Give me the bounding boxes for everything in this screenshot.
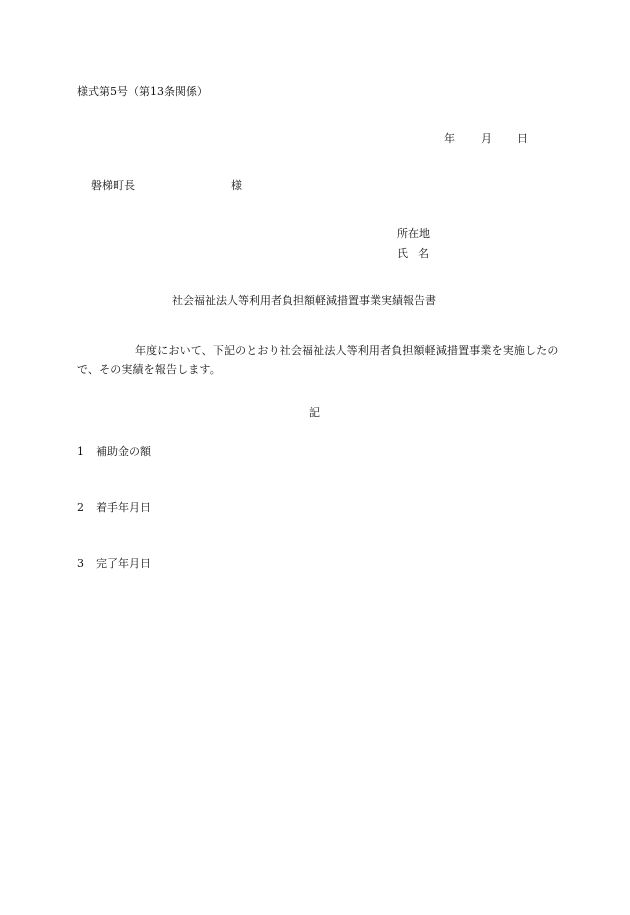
item-label: 補助金の額 bbox=[96, 445, 151, 458]
form-number: 様式第5号（第13条関係） bbox=[77, 85, 208, 98]
addressee-honorific: 様 bbox=[231, 179, 242, 192]
item-label: 完了年月日 bbox=[96, 557, 151, 570]
ki-heading: 記 bbox=[309, 406, 320, 419]
list-item bbox=[77, 558, 151, 569]
applicant-address-label: 所在地 bbox=[397, 227, 430, 240]
date-year-label: 年 bbox=[444, 132, 455, 145]
item-number: 1 bbox=[77, 445, 84, 458]
addressee-name: 磐梯町長 bbox=[91, 179, 135, 192]
item-label: 着手年月日 bbox=[96, 501, 151, 514]
document-title: 社会福祉法人等利用者負担額軽減措置事業実績報告書 bbox=[172, 294, 436, 307]
list-item bbox=[77, 502, 151, 513]
item-number: 3 bbox=[77, 557, 84, 570]
date-day-label: 日 bbox=[517, 132, 528, 145]
applicant-name-label: 氏名 bbox=[397, 247, 439, 260]
date-month-label: 月 bbox=[481, 132, 492, 145]
body-text: 年度において、下記のとおり社会福祉法人等利用者負担額軽減措置事業を実施したので、その実績を報告します。 bbox=[77, 344, 559, 376]
item-number: 2 bbox=[77, 501, 84, 514]
list-item bbox=[77, 446, 151, 457]
